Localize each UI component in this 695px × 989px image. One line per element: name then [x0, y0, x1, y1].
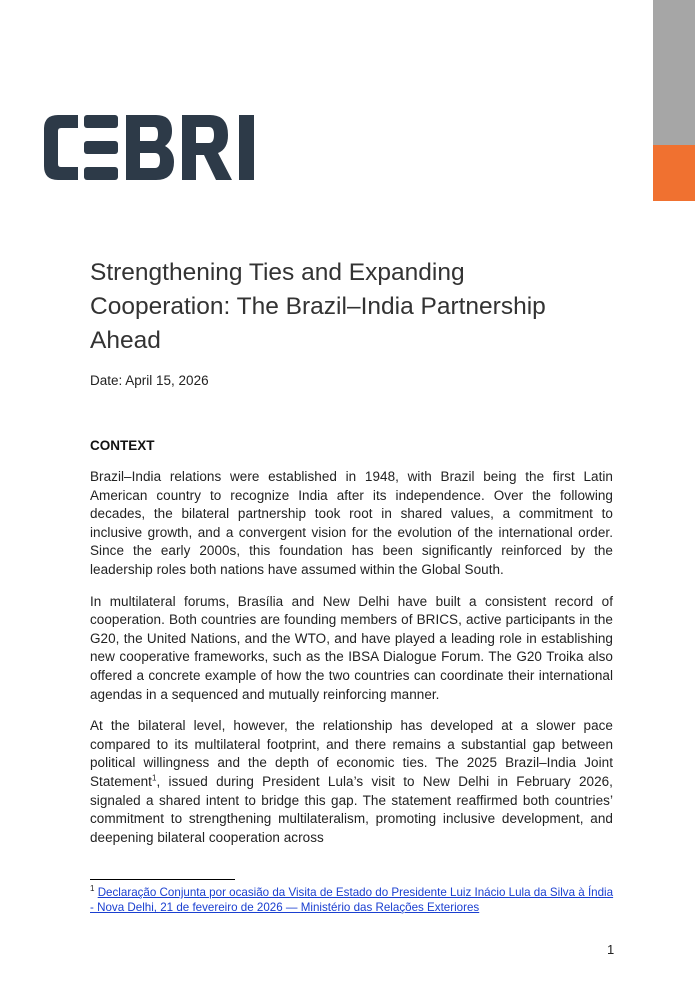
cebri-logo: [44, 115, 262, 180]
paragraph: [90, 717, 613, 847]
document-date: Date: April 15, 2026: [90, 373, 209, 388]
section-heading: CONTEXT: [90, 438, 155, 453]
paragraph: In multilateral forums, Brasília and New Delhi have built a consistent record of cooperation. Both countries are founding members of BRICS, active participants in the G20, the United Nations, and the WTO, and have played a leading role in establishing new cooperative frameworks, such as the IBSA Dialogue Forum. The G20 Troika also offered a concrete example of how the two countries can coordinate their international agendas in a sequenced and mutually reinforcing manner.: [90, 593, 613, 702]
body-text: [90, 468, 613, 860]
document-title: Strengthening Ties and Expanding Cooperation: The Brazil–India Partnership Ahead: [90, 259, 546, 354]
footnote-link[interactable]: Declaração Conjunta por ocasião da Visita de Estado do Presidente Luiz Inácio Lula da Silva à Índia - Nova Delhi, 21 de fevereiro de 2026 — Ministério das Relações Exteriores: [90, 886, 614, 914]
decorative-strip-gray: [653, 0, 695, 145]
decorative-strip-orange: [653, 145, 695, 201]
footnote: [90, 885, 620, 915]
paragraph: Brazil–India relations were established in 1948, with Brazil being the first Latin American country to recognize India after its independence. Over the following decades, the bilateral partnership took root in shared values, a commitment to inclusive growth, and a convergent vision for the evolution of the international order. Since the early 2000s, this foundation has been significantly reinforced by the leadership roles both nations have assumed within the Global South.: [90, 469, 613, 577]
footnote-marker: 1: [90, 884, 95, 894]
paragraph-text: , issued during President Lula’s visit to New Delhi in February 2026, signaled a shared intent to bridge this gap. The statement reaffirmed both countries’ commitment to strengthening multilateralism, promoting inclusive development, and deepening bilateral cooperation across: [90, 773, 613, 845]
page-number: 1: [607, 942, 615, 957]
paragraph-text: At the bilateral level, however, the relationship has developed at a slower pace compared to its multilateral footprint, and there remains a substantial gap between political willingness and the depth of economic ties. The 2025 Brazil–India Joint Statement: [90, 718, 613, 789]
footnote-reference[interactable]: 1: [151, 773, 157, 783]
footnote-divider: [90, 879, 235, 880]
